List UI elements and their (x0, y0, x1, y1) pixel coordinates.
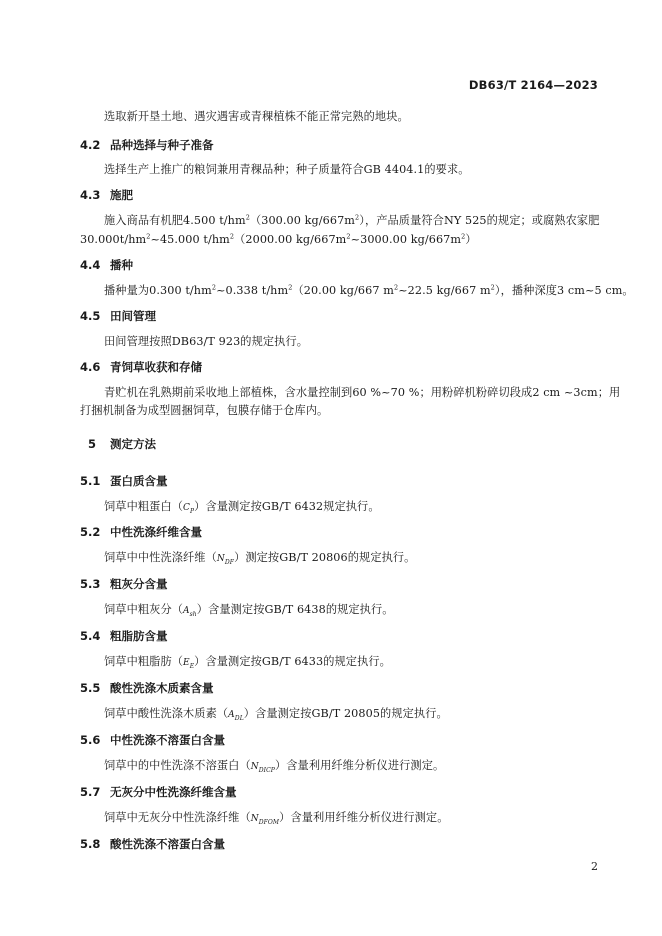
text-run: ）含量测定按GB/T 6432规定执行。 (194, 500, 380, 513)
text-run: ~45.000 t/hm (150, 233, 230, 246)
text-run: ~0.338 t/hm (216, 284, 289, 297)
section-number: 4.3 (80, 188, 101, 202)
text-run: ），播种深度3 cm~5 cm。 (494, 284, 634, 297)
subscript: DICP (258, 767, 275, 775)
text-run: ）含量利用纤维分析仪进行测定。 (279, 811, 449, 824)
paragraph (104, 809, 449, 826)
standard-number: DB63/T 2164—2023 (468, 78, 598, 92)
section-title: 酸性洗涤不溶蛋白含量 (110, 837, 225, 851)
section-title: 测定方法 (110, 437, 156, 451)
superscript: 2 (490, 283, 495, 292)
subscript: DFOM (258, 819, 280, 827)
paragraph (104, 653, 391, 670)
section-heading (80, 628, 168, 644)
section-number: 4.4 (80, 258, 101, 272)
superscript: 2 (211, 283, 217, 292)
section-number: 5 (88, 437, 97, 451)
text-run: ）含量测定按GB/T 20805的规定执行。 (243, 707, 448, 720)
section-number: 5.6 (80, 733, 101, 747)
section-number: 5.3 (80, 577, 101, 591)
text-run: 播种量为0.300 t/hm (104, 284, 212, 297)
section-number: 4.2 (80, 138, 101, 152)
text-run: ~3000.00 kg/667m (350, 233, 462, 246)
section-title: 中性洗涤不溶蛋白含量 (110, 733, 225, 747)
section-title: 品种选择与种子准备 (110, 138, 214, 152)
superscript: 2 (346, 232, 351, 241)
symbol: N (216, 554, 225, 564)
text-run: （2000.00 kg/667m (234, 233, 347, 246)
section-title: 无灰分中性洗涤纤维含量 (110, 785, 237, 799)
text-run: （300.00 kg/667m (249, 214, 355, 227)
paragraph: 打捆机制备为成型圆捆饲草，包膜存储于仓库内。 (80, 404, 329, 417)
section-title: 粗脂肪含量 (110, 629, 168, 643)
section-heading (80, 308, 156, 324)
text-run: ~22.5 kg/667 m (398, 284, 491, 297)
section-number: 5.1 (80, 474, 101, 488)
superscript: 2 (146, 232, 151, 241)
text-run: 施入商品有机肥4.500 t/hm (104, 214, 246, 227)
subscript: DF (224, 559, 235, 567)
symbol: E (183, 658, 190, 668)
section-title: 施肥 (110, 188, 133, 202)
symbol: N (250, 814, 259, 824)
paragraph (104, 601, 394, 618)
symbol: A (183, 606, 190, 616)
section-title: 蛋白质含量 (110, 474, 168, 488)
text-run: 饲草中粗蛋白（ (104, 500, 184, 513)
text-run: 饲草中中性洗涤纤维（ (104, 551, 217, 564)
subscript: DL (234, 715, 244, 723)
section-heading (80, 836, 225, 852)
superscript: 2 (355, 213, 360, 222)
section-title: 播种 (110, 258, 133, 272)
section-title: 田间管理 (110, 309, 156, 323)
subscript: P (190, 508, 195, 516)
paragraph (104, 757, 444, 774)
subscript: E (189, 663, 195, 671)
section-heading (80, 732, 225, 748)
text-run: 饲草中粗灰分（ (104, 603, 184, 616)
text-run: ）测定按GB/T 20806的规定执行。 (234, 551, 416, 564)
section-number: 5.7 (80, 785, 101, 799)
superscript: 2 (461, 232, 466, 241)
text-run: 30.000t/hm (80, 233, 147, 246)
section-heading (80, 359, 202, 375)
section-title: 青饲草收获和存储 (110, 360, 202, 374)
paragraph: 选择生产上推广的粮饲兼用青稞品种；种子质量符合GB 4404.1的要求。 (104, 163, 470, 176)
text-run: ）含量测定按GB/T 6433的规定执行。 (194, 655, 391, 668)
section-heading (80, 137, 214, 153)
paragraph: 田间管理按照DB63/T 923的规定执行。 (104, 335, 309, 348)
text-run: 饲草中无灰分中性洗涤纤维（ (104, 811, 251, 824)
section-number: 5.8 (80, 837, 101, 851)
superscript: 2 (393, 283, 399, 292)
paragraph (104, 212, 600, 228)
text-run: ）含量利用纤维分析仪进行测定。 (274, 759, 445, 772)
section-title: 粗灰分含量 (110, 577, 168, 591)
text-run: ），产品质量符合NY 525的规定；或腐熟农家肥 (359, 214, 600, 227)
section-heading (80, 473, 168, 489)
text-run: （20.00 kg/667 m (292, 284, 394, 297)
subscript: sh (189, 611, 197, 619)
text-run: 饲草中粗脂肪（ (104, 655, 184, 668)
section-heading (80, 524, 202, 540)
section-number: 4.5 (80, 309, 101, 323)
paragraph (104, 498, 380, 515)
section-title: 酸性洗涤木质素含量 (110, 681, 214, 695)
paragraph (104, 282, 634, 298)
paragraph: 青贮机在乳熟期前采收地上部植株，含水量控制到60 %~70 %；用粉碎机粉碎切段成2 cm ~3cm；用 (104, 386, 621, 399)
text-run: ） (465, 233, 477, 246)
section-number: 5.5 (80, 681, 101, 695)
section-heading (80, 187, 133, 203)
section-number: 4.6 (80, 360, 101, 374)
symbol: C (183, 503, 191, 513)
section-number: 5.2 (80, 525, 101, 539)
superscript: 2 (229, 232, 235, 241)
symbol: A (228, 710, 235, 720)
paragraph (104, 705, 448, 722)
superscript: 2 (245, 213, 250, 222)
section-heading (80, 680, 214, 696)
section-heading (80, 576, 168, 592)
section-heading (80, 257, 133, 273)
paragraph: 选取新开垦土地、遇灾遇害或青稞植株不能正常完熟的地块。 (104, 110, 409, 123)
superscript: 2 (288, 283, 293, 292)
section-heading (80, 784, 237, 800)
text-run: ）含量测定按GB/T 6438的规定执行。 (196, 603, 394, 616)
symbol: N (250, 762, 259, 772)
section-number: 5.4 (80, 629, 101, 643)
text-run: 饲草中酸性洗涤木质素（ (104, 707, 229, 720)
text-run: 饲草中的中性洗涤不溶蛋白（ (104, 759, 251, 772)
paragraph (104, 549, 415, 566)
paragraph (80, 231, 477, 247)
chapter-heading (88, 436, 156, 452)
section-title: 中性洗涤纤维含量 (110, 525, 202, 539)
page-number: 2 (591, 860, 598, 873)
